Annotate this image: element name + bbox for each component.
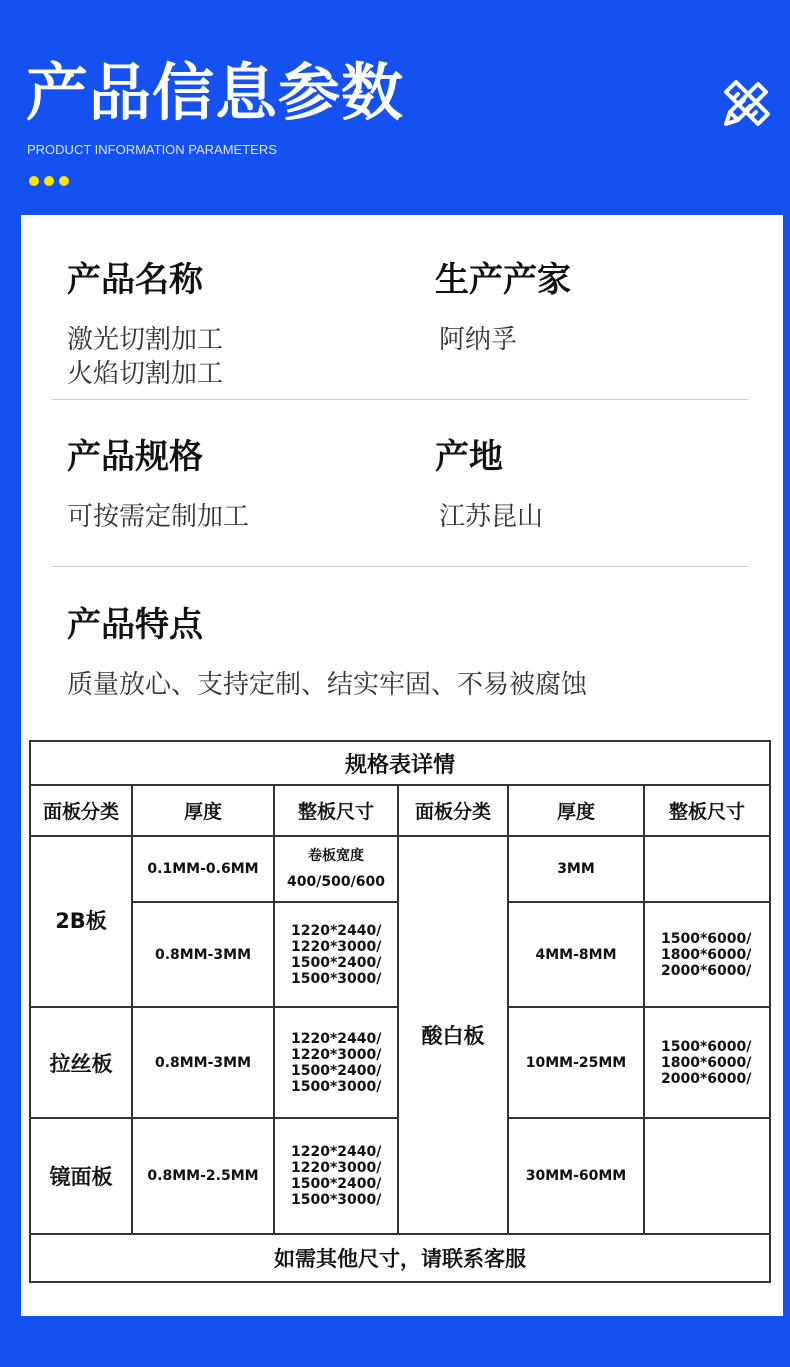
header-panel-type: 面板分类: [42, 801, 119, 823]
features-label: 产品特点: [67, 605, 203, 645]
dot: [59, 176, 69, 186]
size-line: 2000*6000/: [661, 1070, 752, 1087]
thickness-cell: 3MM: [557, 861, 595, 877]
thickness-cell: 0.8MM-3MM: [154, 1054, 252, 1071]
size-line: 1800*6000/: [661, 946, 752, 963]
manufacturer-value: 阿纳孚: [439, 325, 518, 355]
table-title: 规格表详情: [344, 752, 455, 778]
manufacturer-label: 生产产家: [435, 260, 571, 300]
size-line: 1800*6000/: [661, 1054, 752, 1071]
spec-table: [29, 740, 771, 1283]
header-panel-type: 面板分类: [414, 801, 491, 823]
size-cell: [275, 1008, 397, 1117]
decorative-dots: [29, 176, 69, 186]
table-footer-note: 如需其他尺寸，请联系客服: [274, 1247, 526, 1271]
product-name-value-1: 激光切割加工: [67, 325, 224, 355]
origin-label: 产地: [435, 437, 503, 477]
spec-label: 产品规格: [67, 437, 203, 477]
thickness-cell: 30MM-60MM: [525, 1168, 627, 1184]
divider: [52, 566, 748, 567]
size-line: 2000*6000/: [661, 962, 752, 979]
header-sheet-size: 整板尺寸: [297, 801, 374, 823]
features-value: 质量放心、支持定制、结实牢固、不易被腐蚀: [67, 670, 588, 700]
category-brushed: 拉丝板: [49, 1051, 113, 1076]
size-line: 1500*2400/: [291, 1176, 382, 1192]
size-line: 1500*2400/: [291, 1062, 382, 1079]
thickness-cell: 10MM-25MM: [525, 1054, 627, 1071]
size-line: 1500*3000/: [291, 970, 382, 987]
size-cell: [275, 837, 397, 901]
size-line: 1220*2440/: [291, 1144, 382, 1160]
size-line: 1500*3000/: [291, 1192, 382, 1208]
size-cell: [645, 1008, 769, 1117]
header-thickness: 厚度: [556, 801, 595, 823]
header-banner: [0, 0, 790, 215]
header-thickness: 厚度: [183, 801, 222, 823]
product-name-label: 产品名称: [67, 260, 203, 300]
spec-value: 可按需定制加工: [67, 502, 250, 532]
size-line: 卷板宽度: [308, 848, 364, 864]
thickness-cell: 4MM-8MM: [535, 946, 617, 963]
size-line: 1220*3000/: [291, 938, 382, 955]
pencil-ruler-icon: [718, 78, 774, 130]
size-line: 1220*3000/: [291, 1046, 382, 1063]
size-cell: [275, 903, 397, 1006]
divider: [52, 399, 748, 400]
dot: [29, 176, 39, 186]
size-line: 1500*3000/: [291, 1078, 382, 1095]
size-line: 1220*2440/: [291, 1030, 382, 1047]
size-cell: [275, 1119, 397, 1233]
size-line: 1220*3000/: [291, 1160, 382, 1176]
thickness-cell: 0.8MM-3MM: [154, 946, 252, 963]
category-2b: 2B板: [55, 908, 107, 933]
size-line: 400/500/600: [287, 874, 385, 890]
origin-value: 江苏昆山: [439, 502, 544, 532]
size-line: 1500*6000/: [661, 1038, 752, 1055]
thickness-cell: 0.1MM-0.6MM: [147, 861, 259, 877]
size-line: 1220*2440/: [291, 922, 382, 939]
dot: [44, 176, 54, 186]
thickness-cell: 0.8MM-2.5MM: [147, 1168, 259, 1184]
size-line: 1500*2400/: [291, 954, 382, 971]
size-cell: [645, 903, 769, 1006]
info-card: [21, 215, 783, 1316]
category-pickled-white: 酸白板: [421, 1024, 485, 1048]
header-sheet-size: 整板尺寸: [668, 801, 745, 823]
category-mirror: 镜面板: [49, 1165, 113, 1189]
size-line: 1500*6000/: [661, 930, 752, 947]
page-subtitle: PRODUCT INFORMATION PARAMETERS: [27, 142, 277, 157]
product-name-value-2: 火焰切割加工: [67, 359, 224, 389]
page-title: 产品信息参数: [26, 56, 405, 129]
